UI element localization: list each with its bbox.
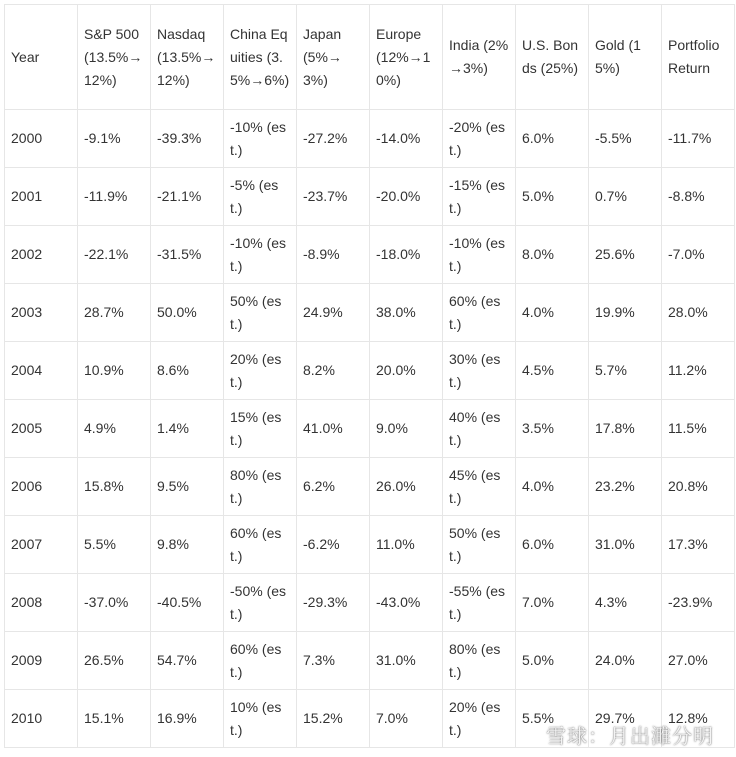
year-cell: 2010 bbox=[5, 690, 78, 748]
table-row bbox=[5, 110, 735, 168]
table-cell: -8.9% bbox=[297, 226, 370, 284]
table-cell: -40.5% bbox=[151, 574, 224, 632]
table-header-row bbox=[5, 5, 735, 110]
table-cell: 60% (est.) bbox=[443, 284, 516, 342]
table-cell: 27.0% bbox=[662, 632, 735, 690]
table-cell: 30% (est.) bbox=[443, 342, 516, 400]
table-cell: 15.8% bbox=[78, 458, 151, 516]
table-cell: -43.0% bbox=[370, 574, 443, 632]
table-cell: 11.5% bbox=[662, 400, 735, 458]
table-cell: 5.0% bbox=[516, 632, 589, 690]
table-row bbox=[5, 168, 735, 226]
table-cell: -39.3% bbox=[151, 110, 224, 168]
column-header: Gold (15%) bbox=[589, 5, 662, 110]
returns-table-container bbox=[4, 4, 735, 748]
table-cell: 80% (est.) bbox=[443, 632, 516, 690]
column-header: India (2%→3%) bbox=[443, 5, 516, 110]
table-cell: 0.7% bbox=[589, 168, 662, 226]
table-cell: -37.0% bbox=[78, 574, 151, 632]
table-cell: 7.0% bbox=[516, 574, 589, 632]
year-cell: 2005 bbox=[5, 400, 78, 458]
table-cell: 1.4% bbox=[151, 400, 224, 458]
table-cell: -20% (est.) bbox=[443, 110, 516, 168]
table-cell: 9.8% bbox=[151, 516, 224, 574]
table-cell: 20.0% bbox=[370, 342, 443, 400]
year-cell: 2009 bbox=[5, 632, 78, 690]
table-body bbox=[5, 110, 735, 748]
table-cell: 11.0% bbox=[370, 516, 443, 574]
table-cell: 25.6% bbox=[589, 226, 662, 284]
table-cell: 7.0% bbox=[370, 690, 443, 748]
table-cell: 17.8% bbox=[589, 400, 662, 458]
table-cell: -21.1% bbox=[151, 168, 224, 226]
year-cell: 2004 bbox=[5, 342, 78, 400]
table-cell: -23.9% bbox=[662, 574, 735, 632]
table-cell: 31.0% bbox=[370, 632, 443, 690]
table-cell: 17.3% bbox=[662, 516, 735, 574]
table-cell: -55% (est.) bbox=[443, 574, 516, 632]
column-header: Europe (12%→10%) bbox=[370, 5, 443, 110]
table-cell: 4.9% bbox=[78, 400, 151, 458]
table-cell: -20.0% bbox=[370, 168, 443, 226]
table-cell: -29.3% bbox=[297, 574, 370, 632]
table-cell: 10% (est.) bbox=[224, 690, 297, 748]
table-cell: 26.5% bbox=[78, 632, 151, 690]
table-cell: 4.0% bbox=[516, 458, 589, 516]
table-cell: 5.5% bbox=[78, 516, 151, 574]
table-row bbox=[5, 516, 735, 574]
table-cell: 6.0% bbox=[516, 110, 589, 168]
table-cell: 54.7% bbox=[151, 632, 224, 690]
table-cell: 45% (est.) bbox=[443, 458, 516, 516]
table-cell: 29.7% bbox=[589, 690, 662, 748]
year-cell: 2003 bbox=[5, 284, 78, 342]
table-cell: 7.3% bbox=[297, 632, 370, 690]
table-row bbox=[5, 342, 735, 400]
column-header: Portfolio Return bbox=[662, 5, 735, 110]
table-cell: -31.5% bbox=[151, 226, 224, 284]
table-cell: 6.0% bbox=[516, 516, 589, 574]
column-header: U.S. Bonds (25%) bbox=[516, 5, 589, 110]
table-cell: 10.9% bbox=[78, 342, 151, 400]
table-cell: -23.7% bbox=[297, 168, 370, 226]
table-cell: 6.2% bbox=[297, 458, 370, 516]
table-cell: -18.0% bbox=[370, 226, 443, 284]
table-cell: -50% (est.) bbox=[224, 574, 297, 632]
table-cell: -5% (est.) bbox=[224, 168, 297, 226]
table-cell: 20% (est.) bbox=[443, 690, 516, 748]
table-cell: 50% (est.) bbox=[443, 516, 516, 574]
table-cell: 9.0% bbox=[370, 400, 443, 458]
year-cell: 2002 bbox=[5, 226, 78, 284]
table-cell: -11.7% bbox=[662, 110, 735, 168]
table-cell: -9.1% bbox=[78, 110, 151, 168]
table-row bbox=[5, 284, 735, 342]
table-cell: 20% (est.) bbox=[224, 342, 297, 400]
table-cell: 24.0% bbox=[589, 632, 662, 690]
year-cell: 2000 bbox=[5, 110, 78, 168]
table-cell: 50% (est.) bbox=[224, 284, 297, 342]
year-cell: 2008 bbox=[5, 574, 78, 632]
table-cell: 19.9% bbox=[589, 284, 662, 342]
table-cell: 4.0% bbox=[516, 284, 589, 342]
table-cell: 50.0% bbox=[151, 284, 224, 342]
table-cell: -10% (est.) bbox=[443, 226, 516, 284]
table-cell: -6.2% bbox=[297, 516, 370, 574]
table-cell: 80% (est.) bbox=[224, 458, 297, 516]
table-cell: 8.6% bbox=[151, 342, 224, 400]
table-cell: 15.1% bbox=[78, 690, 151, 748]
table-cell: 15.2% bbox=[297, 690, 370, 748]
table-cell: 26.0% bbox=[370, 458, 443, 516]
table-cell: 4.3% bbox=[589, 574, 662, 632]
table-cell: 41.0% bbox=[297, 400, 370, 458]
table-cell: 40% (est.) bbox=[443, 400, 516, 458]
table-cell: 16.9% bbox=[151, 690, 224, 748]
table-cell: -27.2% bbox=[297, 110, 370, 168]
table-cell: 9.5% bbox=[151, 458, 224, 516]
table-cell: -5.5% bbox=[589, 110, 662, 168]
table-row bbox=[5, 632, 735, 690]
table-cell: 5.0% bbox=[516, 168, 589, 226]
table-cell: -11.9% bbox=[78, 168, 151, 226]
table-cell: 8.0% bbox=[516, 226, 589, 284]
table-cell: 23.2% bbox=[589, 458, 662, 516]
year-cell: 2007 bbox=[5, 516, 78, 574]
table-cell: -14.0% bbox=[370, 110, 443, 168]
table-cell: 20.8% bbox=[662, 458, 735, 516]
column-header: Year bbox=[5, 5, 78, 110]
table-cell: 11.2% bbox=[662, 342, 735, 400]
table-cell: -10% (est.) bbox=[224, 226, 297, 284]
table-cell: 5.5% bbox=[516, 690, 589, 748]
column-header: China Equities (3.5%→6%) bbox=[224, 5, 297, 110]
column-header: S&P 500 (13.5%→12%) bbox=[78, 5, 151, 110]
year-cell: 2006 bbox=[5, 458, 78, 516]
table-cell: 31.0% bbox=[589, 516, 662, 574]
table-cell: 4.5% bbox=[516, 342, 589, 400]
table-cell: 3.5% bbox=[516, 400, 589, 458]
table-cell: -7.0% bbox=[662, 226, 735, 284]
table-cell: -22.1% bbox=[78, 226, 151, 284]
table-cell: -10% (est.) bbox=[224, 110, 297, 168]
table-cell: -8.8% bbox=[662, 168, 735, 226]
table-row bbox=[5, 400, 735, 458]
column-header: Japan (5%→3%) bbox=[297, 5, 370, 110]
table-cell: 28.0% bbox=[662, 284, 735, 342]
table-cell: 12.8% bbox=[662, 690, 735, 748]
table-cell: 15% (est.) bbox=[224, 400, 297, 458]
table-cell: 8.2% bbox=[297, 342, 370, 400]
table-row bbox=[5, 574, 735, 632]
year-cell: 2001 bbox=[5, 168, 78, 226]
table-cell: 28.7% bbox=[78, 284, 151, 342]
returns-table bbox=[4, 4, 735, 748]
table-row bbox=[5, 226, 735, 284]
table-row bbox=[5, 458, 735, 516]
table-row bbox=[5, 690, 735, 748]
xueqiu-watermark: 雪球：月出濉分明 bbox=[546, 724, 714, 748]
table-cell: 60% (est.) bbox=[224, 516, 297, 574]
column-header: Nasdaq (13.5%→12%) bbox=[151, 5, 224, 110]
table-cell: 38.0% bbox=[370, 284, 443, 342]
table-cell: 5.7% bbox=[589, 342, 662, 400]
table-cell: -15% (est.) bbox=[443, 168, 516, 226]
table-cell: 24.9% bbox=[297, 284, 370, 342]
table-cell: 60% (est.) bbox=[224, 632, 297, 690]
